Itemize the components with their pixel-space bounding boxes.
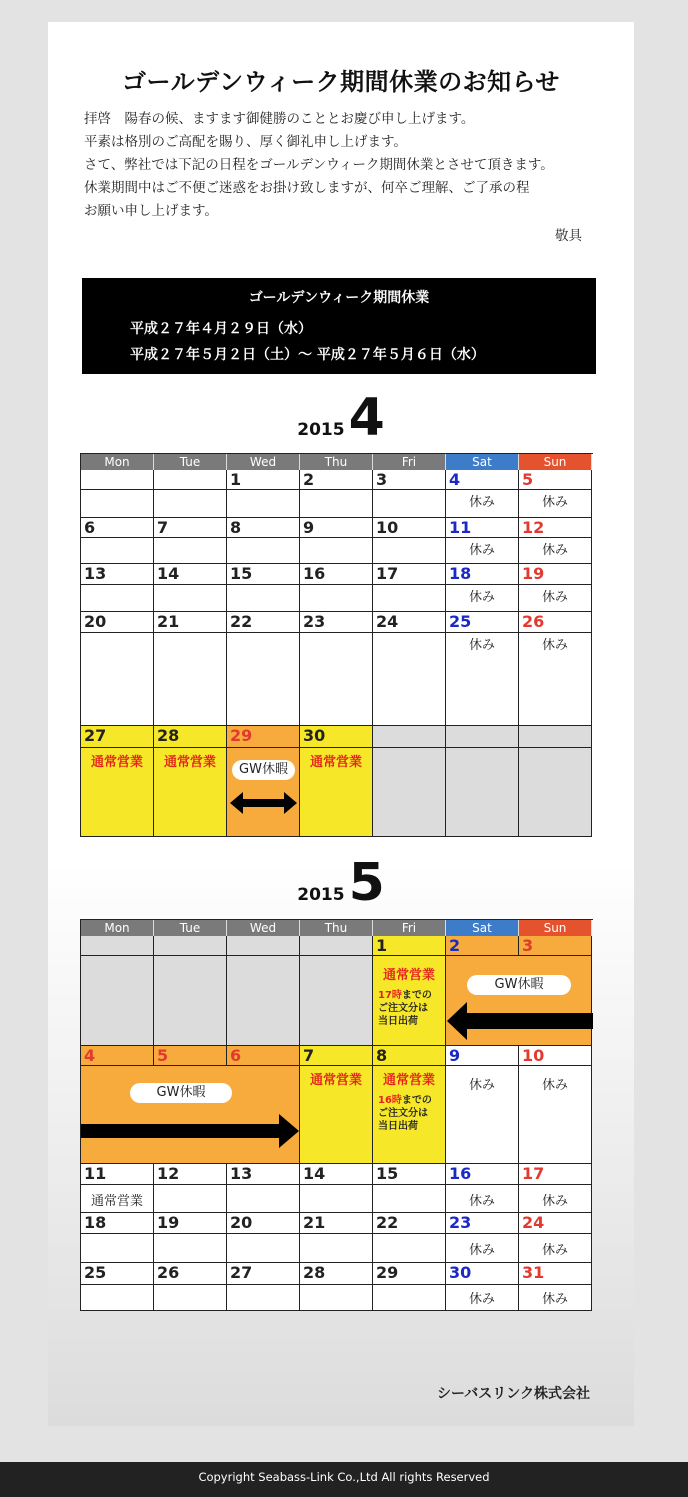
holiday-label: 休み bbox=[468, 1243, 495, 1258]
holiday-label: 休み bbox=[541, 1292, 568, 1307]
holiday-label: 休み bbox=[541, 1243, 568, 1258]
day-number: 21 bbox=[157, 612, 180, 631]
greeting-line: さて、弊社では下記の日程をゴールデンウィーク期間休業とさせて頂きます。 bbox=[84, 157, 554, 173]
day-number: 29 bbox=[376, 1263, 399, 1282]
cutoff-time: 17時 bbox=[378, 990, 402, 1001]
weekday-mon: Mon bbox=[81, 920, 154, 936]
cutoff-text: ご注文分は bbox=[378, 1108, 428, 1119]
calendar-week-notes bbox=[81, 490, 593, 518]
day-number: 19 bbox=[522, 564, 545, 583]
day-number: 20 bbox=[84, 612, 107, 631]
day-number: 1 bbox=[376, 936, 388, 955]
day-number: 11 bbox=[84, 1164, 107, 1183]
day-number: 10 bbox=[522, 1046, 545, 1065]
holiday-label: 休み bbox=[541, 495, 568, 510]
calendar-week-notes bbox=[81, 585, 593, 612]
day-number: 17 bbox=[522, 1164, 545, 1183]
day-number: 27 bbox=[230, 1263, 253, 1282]
calendar-week bbox=[81, 1263, 593, 1285]
day-number: 3 bbox=[376, 470, 388, 489]
greeting-line: 拝啓 陽春の候、ますます御健勝のこととお慶び申し上げます。 bbox=[84, 111, 475, 127]
weekday-tue: Tue bbox=[154, 454, 227, 470]
day-number: 15 bbox=[376, 1164, 399, 1183]
april-heading bbox=[48, 388, 634, 448]
day-number: 16 bbox=[303, 564, 326, 583]
weekday-wed: Wed bbox=[227, 454, 300, 470]
day-number: 8 bbox=[230, 518, 242, 537]
day-number: 7 bbox=[157, 518, 169, 537]
day-number: 23 bbox=[303, 612, 326, 631]
cutoff-text: 当日出荷 bbox=[378, 1121, 418, 1132]
holiday-label: 休み bbox=[468, 590, 495, 605]
day-number: 22 bbox=[230, 612, 253, 631]
day-number: 31 bbox=[522, 1263, 545, 1282]
business-label: 通常営業 bbox=[309, 755, 362, 770]
day-number: 28 bbox=[157, 726, 180, 745]
day-number: 6 bbox=[84, 518, 96, 537]
calendar-week bbox=[81, 1046, 593, 1066]
day-number: 14 bbox=[157, 564, 180, 583]
greeting-line: 平素は格別のご高配を賜り、厚く御礼申し上げます。 bbox=[84, 134, 407, 150]
cutoff-time: 16時 bbox=[378, 1095, 402, 1106]
shipping-cutoff-note bbox=[373, 989, 445, 1028]
calendar-week bbox=[81, 1164, 593, 1185]
day-number: 3 bbox=[522, 936, 534, 955]
weekday-thu: Thu bbox=[300, 920, 373, 936]
holiday-notice-box bbox=[82, 278, 596, 374]
calendar-week-notes bbox=[81, 633, 593, 726]
business-label: 通常営業 bbox=[90, 755, 143, 770]
greeting-line: 休業期間中はご不便ご迷惑をお掛け致しますが、何卒ご理解、ご了承の程 bbox=[84, 180, 530, 196]
calendar-week-notes bbox=[81, 1066, 593, 1164]
notice-card bbox=[48, 22, 634, 1426]
greeting-line: お願い申し上げます。 bbox=[84, 203, 218, 219]
notice-date-1: 平成２７年４月２９日（水） bbox=[130, 321, 312, 337]
left-arrow-icon bbox=[447, 1002, 593, 1040]
cutoff-text: 当日出荷 bbox=[378, 1016, 418, 1027]
cutoff-text: までの bbox=[401, 1095, 432, 1106]
holiday-label: 休み bbox=[468, 1292, 495, 1307]
double-arrow-icon bbox=[230, 790, 297, 816]
day-number: 26 bbox=[157, 1263, 180, 1282]
day-number: 20 bbox=[230, 1213, 253, 1232]
day-number: 28 bbox=[303, 1263, 326, 1282]
calendar-week-notes bbox=[81, 956, 593, 1046]
weekday-sat: Sat bbox=[446, 920, 519, 936]
day-number: 19 bbox=[157, 1213, 180, 1232]
weekday-fri: Fri bbox=[373, 454, 446, 470]
weekday-mon: Mon bbox=[81, 454, 154, 470]
calendar-week-notes bbox=[81, 748, 593, 837]
day-number: 11 bbox=[449, 518, 472, 537]
may-calendar bbox=[80, 919, 593, 1311]
day-number: 25 bbox=[449, 612, 472, 631]
day-number: 26 bbox=[522, 612, 545, 631]
day-number: 24 bbox=[376, 612, 399, 631]
business-label: 通常営業 bbox=[382, 1073, 435, 1088]
day-number: 29 bbox=[230, 726, 253, 745]
holiday-label: 休み bbox=[541, 1078, 568, 1093]
calendar-week-notes bbox=[81, 538, 593, 564]
cutoff-text: までの bbox=[401, 990, 432, 1001]
day-number: 24 bbox=[522, 1213, 545, 1232]
may-year: 2015 bbox=[297, 885, 345, 905]
day-number: 30 bbox=[449, 1263, 472, 1282]
page-title: ゴールデンウィーク期間休業のお知らせ bbox=[122, 68, 560, 96]
business-label: 通常営業 bbox=[382, 968, 435, 983]
holiday-label: 休み bbox=[468, 638, 495, 653]
calendar-week bbox=[81, 518, 593, 538]
day-number: 9 bbox=[449, 1046, 461, 1065]
closing-text: 敬具 bbox=[555, 228, 582, 244]
weekday-sun: Sun bbox=[519, 454, 592, 470]
holiday-label: 休み bbox=[468, 495, 495, 510]
day-number: 17 bbox=[376, 564, 399, 583]
day-number: 6 bbox=[230, 1046, 242, 1065]
holiday-label: 休み bbox=[541, 590, 568, 605]
business-label: 通常営業 bbox=[90, 1194, 143, 1209]
day-number: 21 bbox=[303, 1213, 326, 1232]
weekday-thu: Thu bbox=[300, 454, 373, 470]
day-number: 15 bbox=[230, 564, 253, 583]
day-number: 10 bbox=[376, 518, 399, 537]
calendar-week bbox=[81, 564, 593, 585]
cutoff-text: ご注文分は bbox=[378, 1003, 428, 1014]
day-number: 16 bbox=[449, 1164, 472, 1183]
weekday-header bbox=[81, 920, 593, 936]
april-year: 2015 bbox=[297, 420, 345, 440]
may-heading bbox=[48, 853, 634, 913]
day-number: 5 bbox=[522, 470, 534, 489]
calendar-week-notes bbox=[81, 1185, 593, 1213]
day-number: 25 bbox=[84, 1263, 107, 1282]
notice-heading: ゴールデンウィーク期間休業 bbox=[248, 290, 430, 306]
calendar-week bbox=[81, 936, 593, 956]
gw-holiday-label: GW休暇 bbox=[467, 975, 571, 995]
day-number: 18 bbox=[449, 564, 472, 583]
right-arrow-icon bbox=[81, 1114, 299, 1148]
holiday-label: 休み bbox=[541, 638, 568, 653]
gw-holiday-label: GW休暇 bbox=[130, 1083, 232, 1103]
day-number: 1 bbox=[230, 470, 242, 489]
weekday-sun: Sun bbox=[519, 920, 592, 936]
day-number: 14 bbox=[303, 1164, 326, 1183]
day-number: 22 bbox=[376, 1213, 399, 1232]
holiday-label: 休み bbox=[468, 1078, 495, 1093]
holiday-label: 休み bbox=[541, 543, 568, 558]
greeting-text bbox=[84, 108, 604, 223]
business-label: 通常営業 bbox=[309, 1073, 362, 1088]
calendar-week-notes bbox=[81, 1234, 593, 1263]
day-number: 18 bbox=[84, 1213, 107, 1232]
holiday-label: 休み bbox=[468, 1194, 495, 1209]
weekday-header bbox=[81, 454, 593, 470]
day-number: 4 bbox=[84, 1046, 96, 1065]
weekday-fri: Fri bbox=[373, 920, 446, 936]
day-number: 5 bbox=[157, 1046, 169, 1065]
calendar-week bbox=[81, 470, 593, 490]
day-number: 13 bbox=[84, 564, 107, 583]
day-number: 13 bbox=[230, 1164, 253, 1183]
business-label: 通常営業 bbox=[163, 755, 216, 770]
weekday-tue: Tue bbox=[154, 920, 227, 936]
day-number: 4 bbox=[449, 470, 461, 489]
april-calendar bbox=[80, 453, 593, 837]
day-number: 8 bbox=[376, 1046, 388, 1065]
calendar-week bbox=[81, 612, 593, 633]
holiday-label: 休み bbox=[468, 543, 495, 558]
day-number: 2 bbox=[303, 470, 315, 489]
weekday-sat: Sat bbox=[446, 454, 519, 470]
company-name: シーバスリンク株式会社 bbox=[436, 1386, 590, 1402]
calendar-week-notes bbox=[81, 1285, 593, 1311]
holiday-label: 休み bbox=[541, 1194, 568, 1209]
weekday-wed: Wed bbox=[227, 920, 300, 936]
day-number: 27 bbox=[84, 726, 107, 745]
april-month: 4 bbox=[348, 388, 385, 448]
footer-copyright: Copyright Seabass-Link Co.,Ltd All rights Reserved bbox=[0, 1462, 688, 1497]
gw-holiday-label: GW休暇 bbox=[232, 760, 295, 780]
day-number: 7 bbox=[303, 1046, 315, 1065]
day-number: 2 bbox=[449, 936, 461, 955]
calendar-week bbox=[81, 1213, 593, 1234]
notice-date-2: 平成２７年５月２日（土）～ 平成２７年５月６日（水） bbox=[130, 347, 485, 363]
day-number: 30 bbox=[303, 726, 326, 745]
day-number: 9 bbox=[303, 518, 315, 537]
shipping-cutoff-note bbox=[373, 1094, 445, 1133]
calendar-week bbox=[81, 726, 593, 748]
day-number: 12 bbox=[522, 518, 545, 537]
day-number: 12 bbox=[157, 1164, 180, 1183]
day-number: 23 bbox=[449, 1213, 472, 1232]
may-month: 5 bbox=[348, 853, 385, 913]
